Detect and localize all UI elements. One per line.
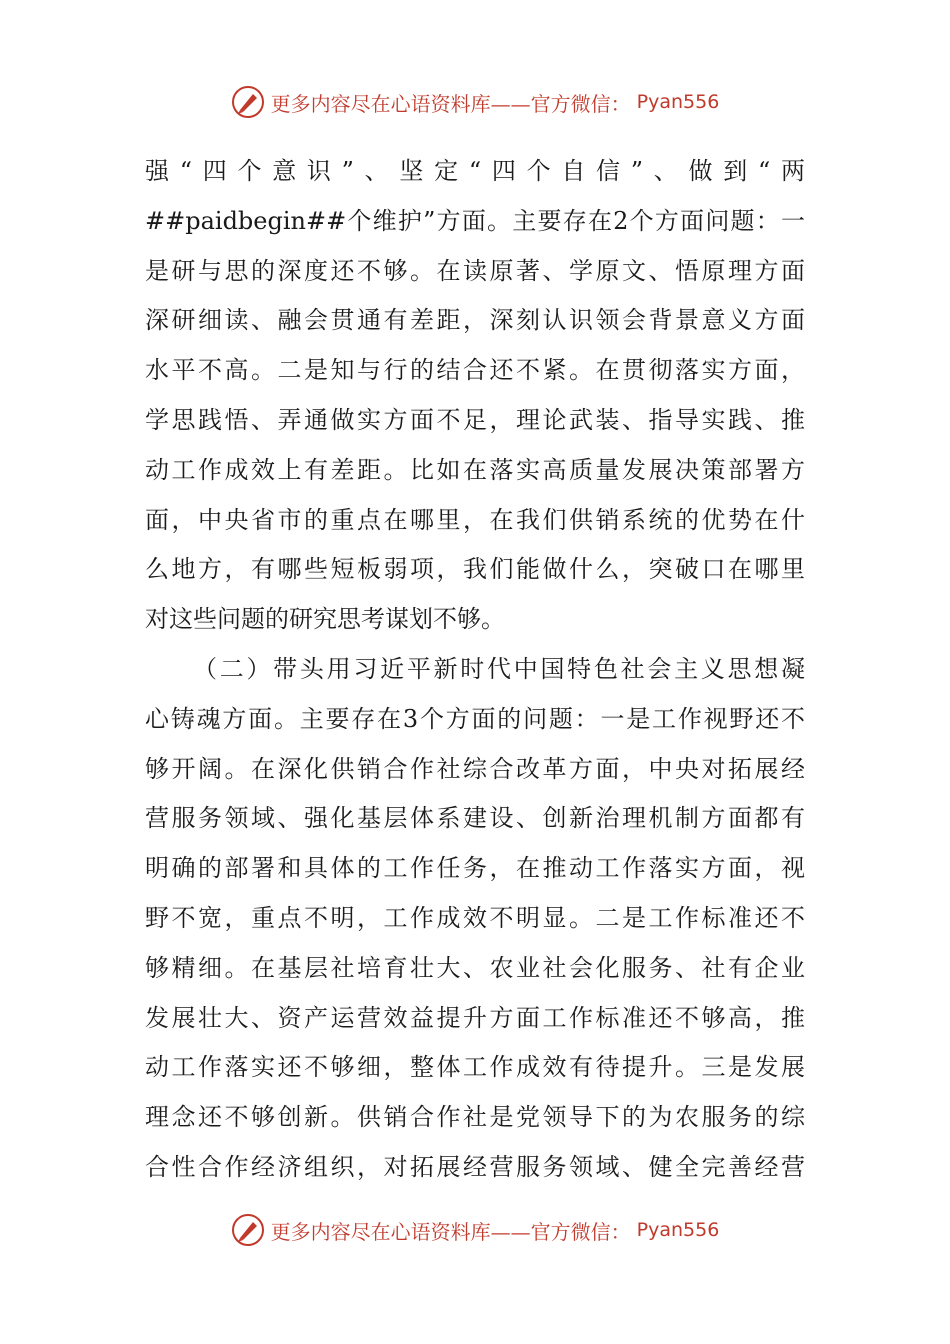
- text-line: 心铸魂方面。主要存在3个方面的问题：一是工作视野还不: [145, 704, 805, 733]
- paragraph: [145, 147, 805, 645]
- text-line: 动工作成效上有差距。比如在落实高质量发展决策部署方: [145, 455, 805, 484]
- text-line: 够精细。在基层社培育壮大、农业社会化服务、社有企业: [145, 953, 805, 982]
- text-line: 是研与思的深度还不够。在读原著、学原文、悟原理方面: [145, 256, 805, 285]
- text-line: ##paidbegin##个维护”方面。主要存在2个方面问题：一: [145, 206, 805, 235]
- text-line: 强“四个意识”、坚定“四个自信”、做到“两: [145, 157, 805, 185]
- wechat-id: Pyan556: [636, 91, 720, 113]
- banner-text: 更多内容尽在心语资料库——官方微信：: [270, 1219, 631, 1244]
- text-line: 营服务领域、强化基层体系建设、创新治理机制方面都有: [145, 804, 805, 833]
- text-line: 动工作落实还不够细，整体工作成效有待提升。三是发展: [145, 1053, 805, 1082]
- text-line: 理念还不够创新。供销合作社是党领导下的为农服务的综: [145, 1103, 805, 1132]
- text-line: 面，中央省市的重点在哪里，在我们供销系统的优势在什: [145, 505, 805, 534]
- text-line: 野不宽，重点不明，工作成效不明显。二是工作标准还不: [145, 903, 805, 932]
- pen-nib-logo-icon: [231, 1213, 265, 1247]
- paragraph: [145, 645, 805, 1193]
- text-line: 深研细读、融会贯通有差距，深刻认识领会背景意义方面: [145, 306, 805, 335]
- text-line: 么地方，有哪些短板弱项，我们能做什么，突破口在哪里: [145, 555, 805, 584]
- text-line: 水平不高。二是知与行的结合还不紧。在贯彻落实方面，: [145, 356, 805, 385]
- text-line: 明确的部署和具体的工作任务，在推动工作落实方面，视: [145, 854, 805, 883]
- text-line: 够开阔。在深化供销合作社综合改革方面，中央对拓展经: [145, 754, 805, 783]
- pen-nib-logo-icon: [231, 85, 265, 119]
- banner-text: 更多内容尽在心语资料库——官方微信：: [270, 91, 631, 116]
- document-body: [145, 147, 805, 1193]
- text-line: 学思践悟、弄通做实方面不足，理论武装、指导实践、推: [145, 405, 805, 434]
- text-line: 发展壮大、资产运营效益提升方面工作标准还不够高，推: [145, 1003, 805, 1032]
- text-line: （二）带头用习近平新时代中国特色社会主义思想凝: [193, 654, 805, 683]
- text-line: 合性合作经济组织，对拓展经营服务领域、健全完善经营: [145, 1152, 805, 1181]
- wechat-id: Pyan556: [636, 1219, 720, 1241]
- header-watermark-banner: [0, 84, 950, 120]
- footer-watermark-banner: [0, 1212, 950, 1248]
- text-line: 对这些问题的研究思考谋划不够。: [145, 605, 505, 634]
